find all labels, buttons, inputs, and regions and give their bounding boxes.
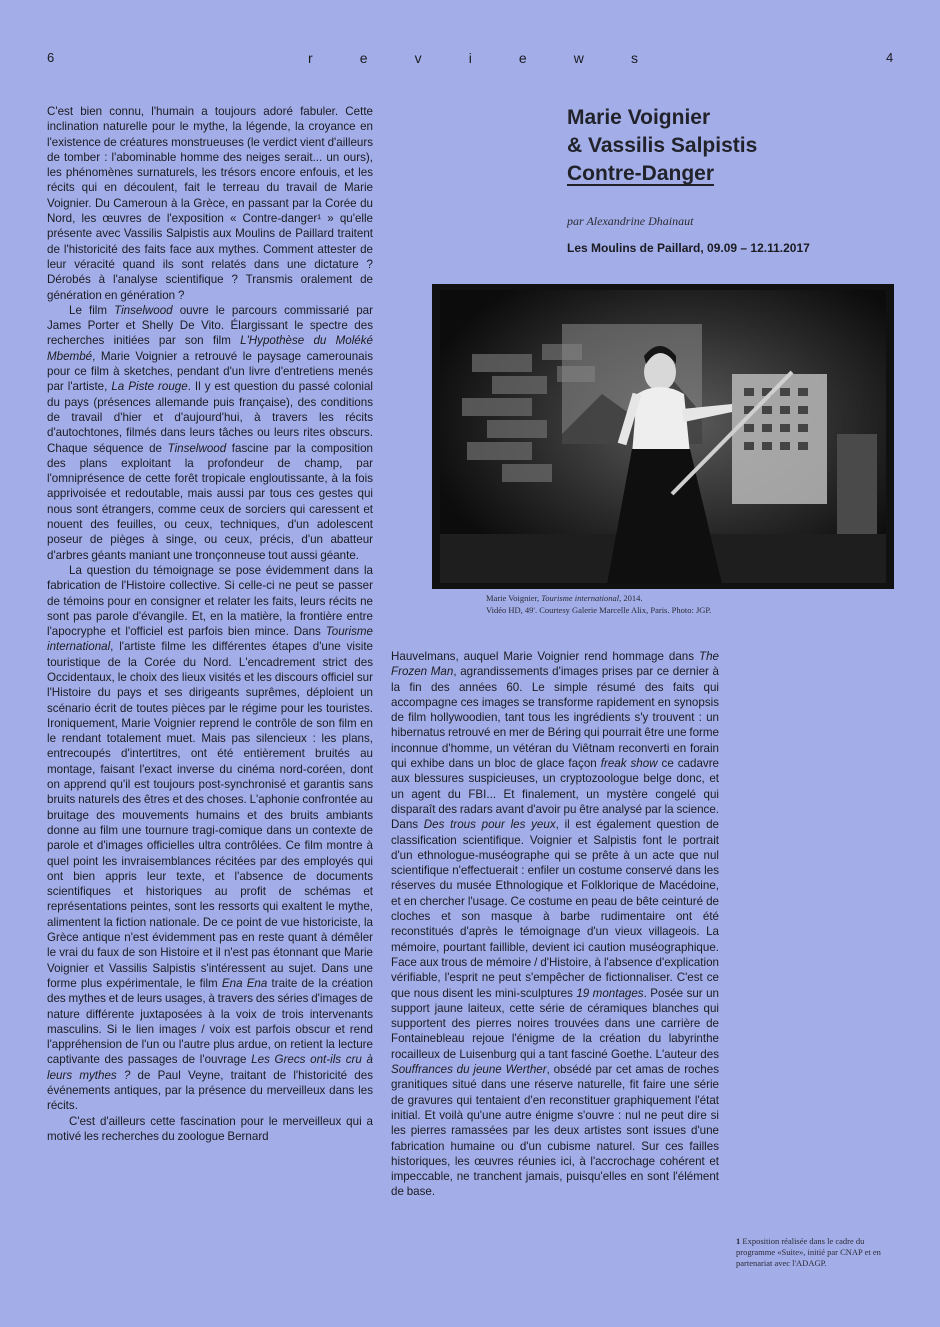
section-letter: e: [359, 50, 368, 66]
paragraph: C'est d'ailleurs cette fascination pour le merveilleux qui a motivé les recherches du zoologue Bernard: [47, 1114, 373, 1143]
paragraph: Hauvelmans, auquel Marie Voignier rend hommage dans The Frozen Man, agrandissements d'images prises par ce dernier à la fin des années 60. Le simple résumé des faits qui accompagne ces images se transforme rapidement en synopsis de film hollywoodien, tant tous les ingrédients s'y trouvent : un hibernatus retrouvé en mer de Béring qui pourrait être une forme inconnue d'homme, un vétéran du Viêtnam reconverti en forain qui exhibe dans un bloc de glace façon freak show ce cadavre aux blessures suspicieuses, un cryptozoologue belge donc, et un agent du FBI... Et finalement, un mystère congelé qui disparaît des radars avant d'avoir pu être analysé par la science. Dans Des trous pour les yeux, il est également question de classification scientifique. Voignier et Salpistis font le portrait d'un ethnologue-muséographe qui se prête à un acte que nul scientifique n'effectuerait : enfiler un costume conservé dans les réserves du musée Ethnologique et Folklorique de Macédoine, et en chercher l'usage. Ce costume en peau de bête ceinturé de cloches et son masque à barbe rudimentaire ont été reconstitués d'après le témoignage d'un vieux villageois. La mémoire, pourtant faillible, devient ici caution muséographique. Face aux trous de mémoire / d'Histoire, à l'absence d'explication vérifiable, l'esprit ne peut s'empêcher de fictionnaliser. C'est ce que nous disent les mini-sculptures 19 montages. Posée sur un support jaune laiteux, cette série de céramiques blanches qui supportent des pierres noires trouvées dans une carrière de Fontainebleau rejoue l'énigme de la création du labyrinthe rocailleux de Luisenburg qui a tant fasciné Goethe. L'auteur des Souffrances du jeune Werther, obsédé par cet amas de roches granitiques situé dans une réserve naturelle, fit faire une série de gravures qui tentaient d'en reconstituer graphiquement l'état initial. Et voilà qu'une autre énigme s'ouvre : nul ne peut dire si les pierres ramassées par les deux artistes sont issues d'une fabrication humaine ou d'un cubisme naturel. Sur ces failles historiques, les œuvres réunies ici, à l'accrochage cohérent et impeccable, ne tranchent jamais, puisqu'elles en sont l'élément de base.: [391, 650, 720, 1199]
title-artist-2: & Vassilis Salpistis: [567, 134, 758, 157]
article-title-block: [567, 104, 887, 255]
caption-line-1: Marie Voignier, Tourisme international, 2014.: [486, 593, 643, 603]
artwork-photo: [432, 284, 894, 589]
venue-dates: Les Moulins de Paillard, 09.09 – 12.11.2017: [567, 241, 810, 255]
paragraph: La question du témoignage se pose évidemment dans la fabrication de l'Histoire collective. Si celle-ci ne peut se passer de témoins pour en consigner et relater les faits, leurs récits ne sont pas parole d'évangile. Et, en la matière, la frontière entre l'apocryphe et l'officiel est parfois bien mince. Dans Tourisme international, l'artiste filme les différentes étapes d'une visite touristique de la Corée du Nord. L'encadrement strict des Occidentaux, le choix des lieux visités et les discours officiel sur l'Histoire du pays et ses dirigeants suprêmes, déploient un scénario écrit de toutes pièces par le régime pour les touristes. Ironiquement, Marie Voignier reprend le contrôle de son film en le rendant totalement muet. Mais pas silencieux : les plans, entrecoupés d'intertitres, ont été entièrement bruités au montage, faisant l'exact inverse du cinéma nord-coréen, dont on apprend qu'il est toujours post-synchronisé et garantis sans bruits naturels des êtres et des choses. L'aphonie confrontée au bruitage des mouvements humains et des bruits ambiants donne au film une tournure tragi-comique dans un contexte de parole et d'images officielles ultra contrôlées. Ce film montre à quel point les invraisemblances récitées par des employés qui ont bien appris leur texte, et l'absence de documents scientifiques et historiques au profit de schémas et représentations peintes, sont les ressorts qui exaltent le mythe, alimentent la fiction nationale. De ce point de vue historiciste, la Grèce antique n'est évidemment pas en reste quant à démêler le vrai du faux de son Histoire et il n'est pas étonnant que Marie Voignier et Vassilis Salpistis s'intéressent au sujet. Dans une forme plus expérimentale, le film Ena Ena traite de la création des mythes et de leurs usages, à travers des séries d'images de nature différente juxtaposées à la voix de trois intervenants masculins. Si le lien images / voix est parfois obscur et rend l'appréhension de l'un ou l'autre plus ardue, on retient la lecture captivante des passages de l'ouvrage Les Grecs ont-ils cru à leurs mythes ? de Paul Veyne, traitant de l'historicité des événements antiques, par la présence du merveilleux dans les récits.: [47, 563, 373, 1113]
page-number-right: 4: [886, 50, 894, 65]
photo-illustration: [432, 284, 894, 589]
section-letter: r: [308, 50, 313, 66]
byline: par Alexandrine Dhainaut: [567, 214, 694, 228]
paragraph: C'est bien connu, l'humain a toujours adoré fabuler. Cette inclination naturelle pour le mythe, la légende, la croyance en l'existence de créatures monstrueuses (le verdict vient d'ailleurs de tomber : l'abominable homme des neiges serait... un ours), les phénomènes surnaturels, les trésors encore enfouis, et les récits qui en découlent, fait le terreau du travail de Marie Voignier. Du Cameroun à la Grèce, en passant par la Corée du Nord, les œuvres de l'exposition « Contre-danger¹ » qu'elle présente avec Vassilis Salpistis aux Moulins de Paillard traitent de l'historicité des faits face aux mythes. Comment attester de leur véracité quand ils sont relatés dans une dictature ? Dérobés à l'analyse scientifique ? Transmis oralement de génération en génération ?: [47, 105, 373, 302]
footnote: 1 Exposition réalisée dans le cadre du programme «Suite», initié par CNAP et en partenariat avec l'ADAGP.: [736, 1236, 881, 1268]
page-number-left: 6: [47, 50, 55, 65]
section-letter: v: [414, 50, 422, 66]
title-artist-1: Marie Voignier: [567, 106, 711, 129]
article-column-left: [47, 104, 373, 1144]
section-title: [308, 50, 638, 66]
paragraph: Le film Tinselwood ouvre le parcours commissarié par James Porter et Shelly De Vito. Élargissant le spectre des recherches initiées par son film L'Hypothèse du Moléké Mbembé, Marie Voignier a retrouvé le paysage camerounais pour ce film à sketches, pendant d'un livre d'entretiens menés par l'artiste, La Piste rouge. Il y est question du passé colonial du pays (présences allemande puis française), des conditions de travail d'hier et d'aujourd'hui, à travers les récits d'autochtones, filmés dans leurs tâches ou leurs rites obscurs. Chaque séquence de Tinselwood fascine par la composition des plans exploitant la profondeur de champ, par l'omniprésence de cette forêt tropicale engloutissante, à la fois apprivoisée et redoutable, mais aussi par tous ces gestes qui nous sont étrangers, comme ceux de sorciers qui caressent et nouent des feuilles, ou ceux, techniques, d'un adolescent poseur de pièges à singe, ou ceux, précis, d'un abatteur d'arbres géants maniant une tronçonneuse tout aussi géante.: [47, 303, 374, 562]
section-letter: s: [630, 50, 638, 66]
title-exhibition: Contre-Danger: [567, 162, 715, 185]
photo-caption: [486, 592, 786, 616]
article-column-right: [391, 649, 719, 1200]
section-letter: e: [518, 50, 527, 66]
section-letter: w: [573, 50, 584, 66]
section-letter: i: [468, 50, 472, 66]
caption-line-2: Vidéo HD, 49'. Courtesy Galerie Marcelle Alix, Paris. Photo: JGP.: [486, 605, 712, 615]
